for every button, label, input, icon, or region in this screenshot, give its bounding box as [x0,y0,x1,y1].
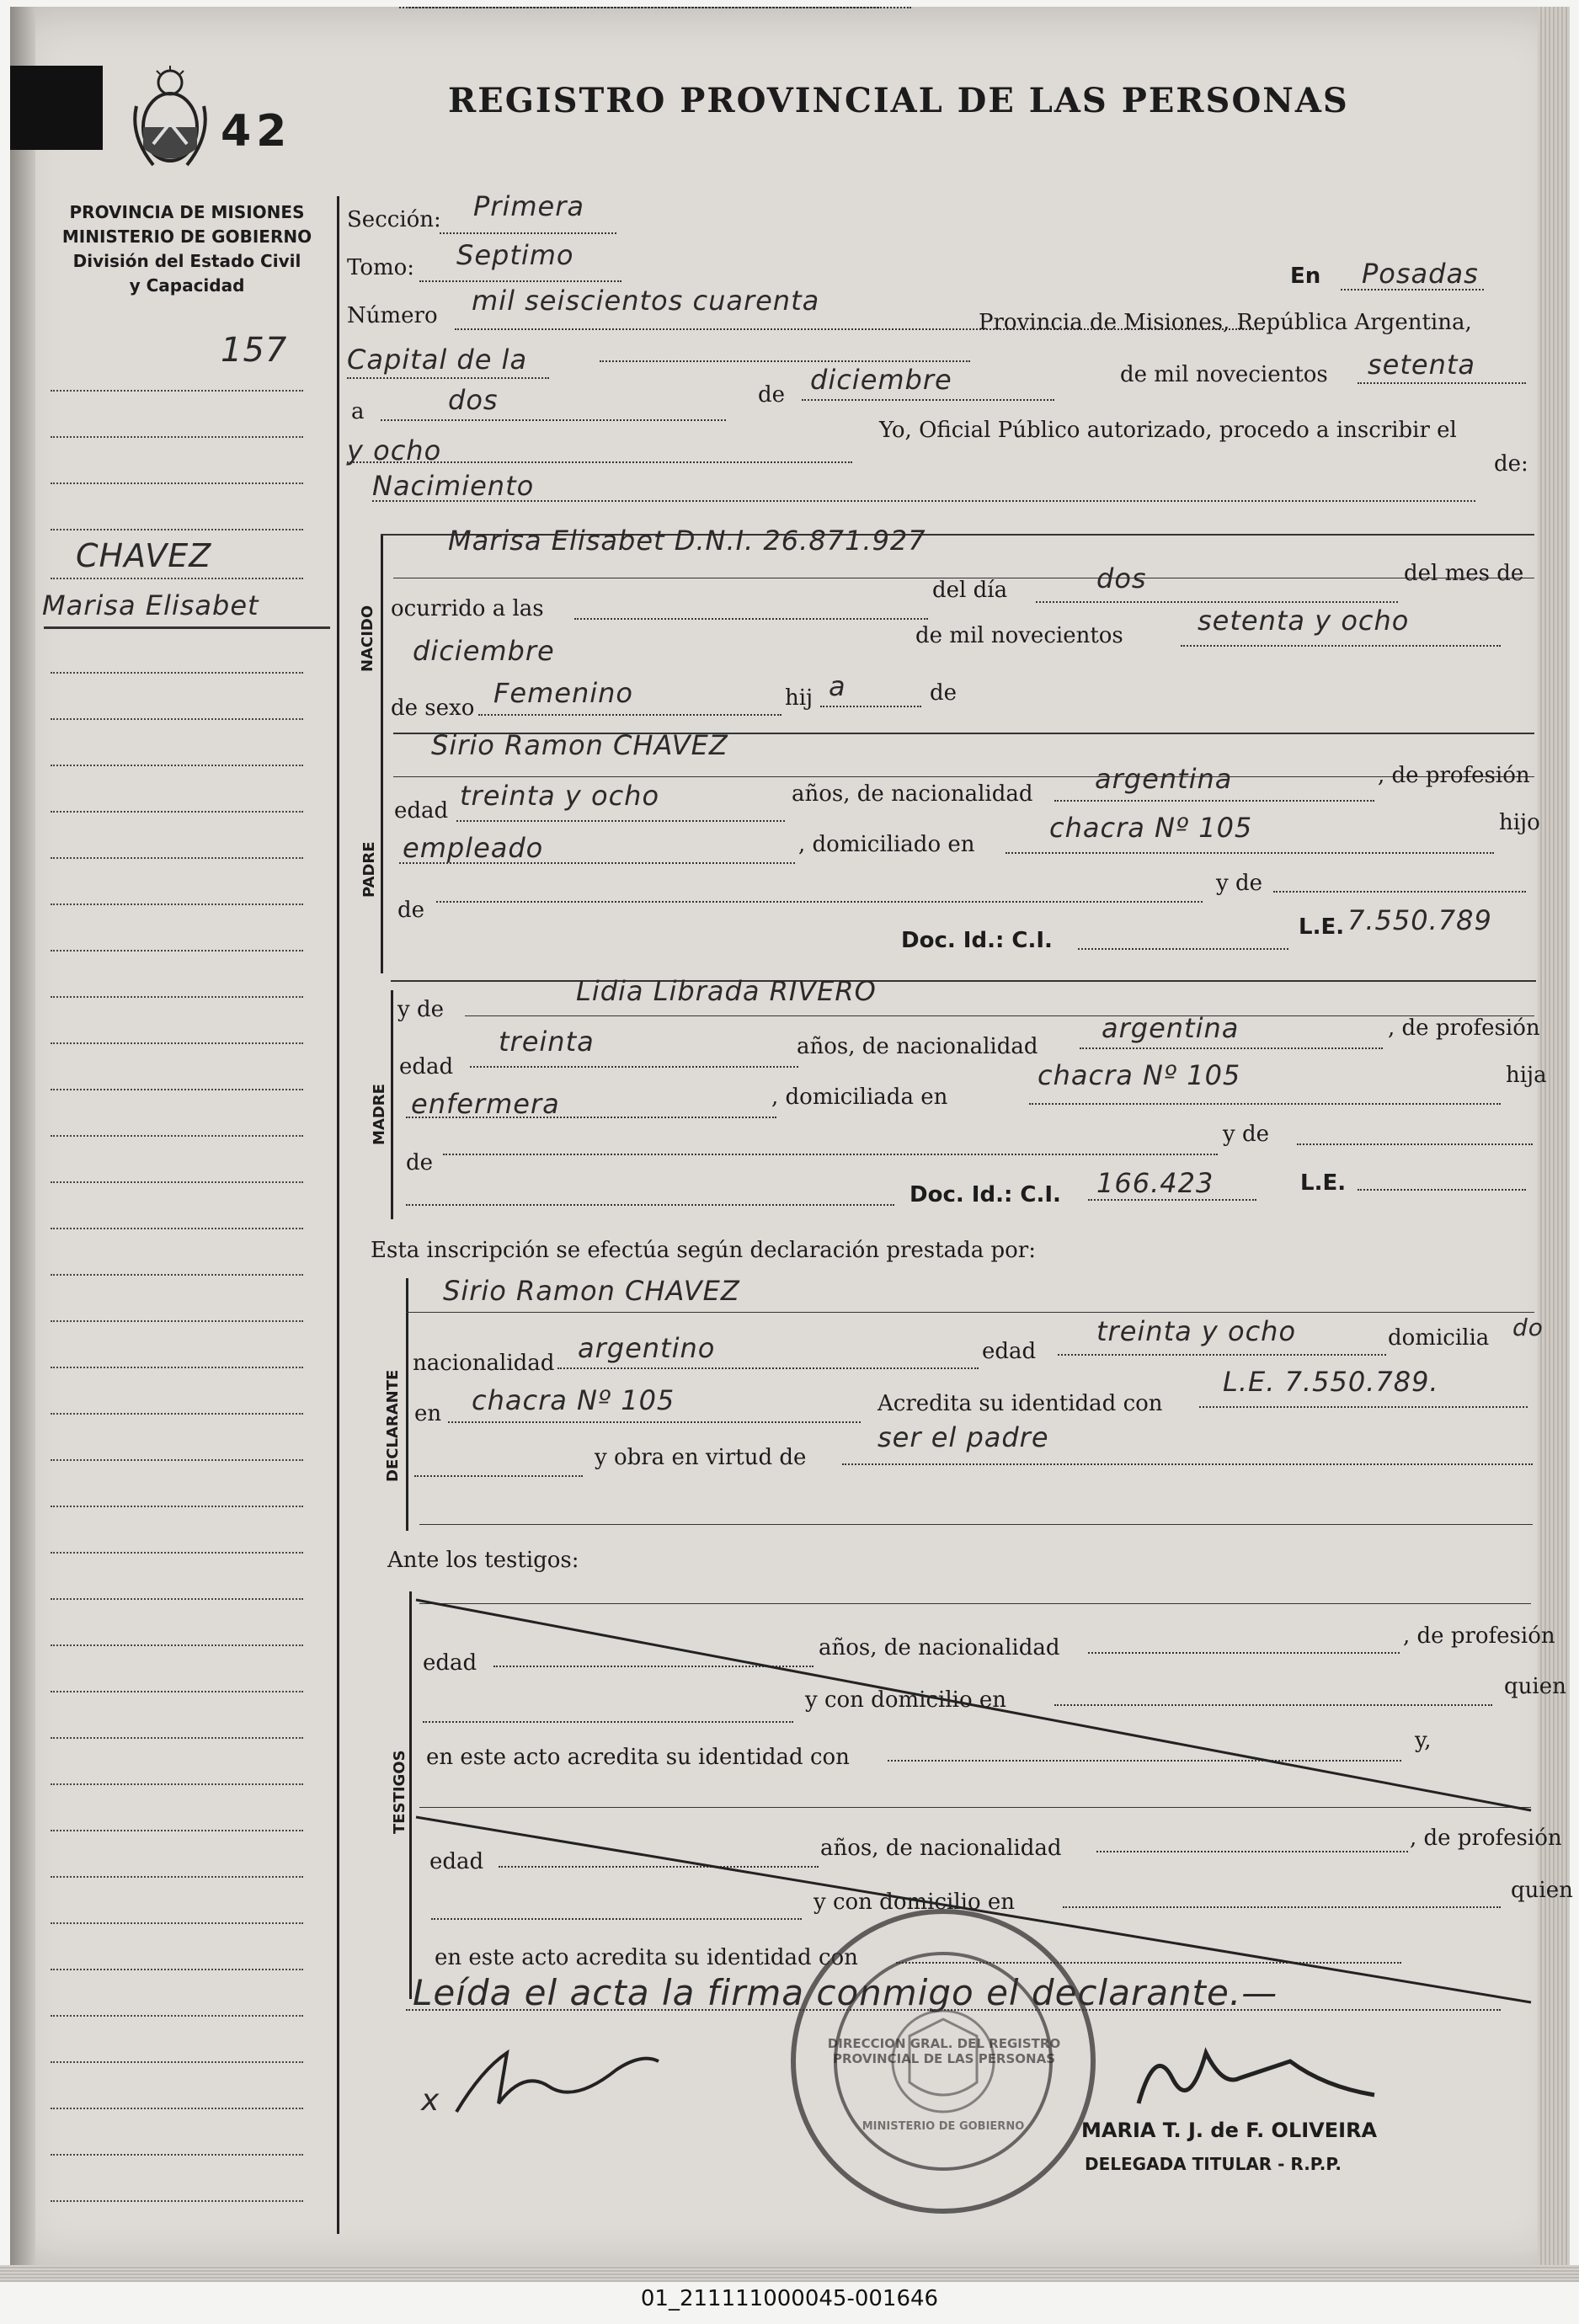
margin-name-rule [44,626,330,629]
testigo1-y-label: y, [1415,1728,1432,1753]
binding-tab [10,66,103,150]
madre-de-label: de [406,1150,434,1175]
agency-capacity: y Capacidad [129,275,245,296]
madre-doc-label: Doc. Id.: C.I. [910,1182,1061,1207]
declarante-en-value: chacra Nº 105 [472,1384,675,1416]
del-mes-label: del mes de [1404,561,1524,586]
hij-label: hij [785,685,814,711]
nacido-dia: dos [1096,562,1147,594]
official-name: MARIA T. J. de F. OLIVEIRA [1081,2119,1378,2142]
page-title: REGISTRO PROVINCIAL DE LAS PERSONAS [448,81,1349,120]
nacido-de-label: de [930,680,958,706]
register-page [10,7,1573,2272]
book-binding [10,7,35,2272]
tomo-label: Tomo: [347,255,415,280]
seccion-value: Primera [473,190,584,222]
nacido-nombre: Marisa Elisabet D.N.I. 26.871.927 [448,525,926,557]
nacido-anio-label: de mil novecientos [915,623,1123,648]
madre-bracket [391,990,393,1219]
padre-dom-label: , domiciliado en [798,832,975,857]
testigo1-quien-label: quien [1504,1674,1566,1699]
testigo1-dom-label: y con domicilio en [805,1687,1007,1713]
declarante-nac: argentino [578,1332,716,1364]
madre-le-label: L.E. [1300,1170,1347,1196]
testigo1-acredita-label: en este acto acredita su identidad con [426,1745,850,1770]
padre-dom: chacra Nº 105 [1049,812,1253,844]
madre-hija-label: hija [1506,1063,1547,1088]
seal-text: DIRECCION GRAL. DEL REGISTRO PROVINCIAL DE LAS PERSONAS [827,2036,1061,2066]
padre-hijo-label: hijo [1499,810,1540,835]
closing-text: Leída el acta la firma conmigo el declarante.— [413,1972,1278,2013]
declarante-bottom-rule [419,1524,1533,1525]
padre-le-label: L.E. [1299,914,1345,940]
madre-y-de-label: y de [397,997,444,1022]
madre-nac: argentina [1102,1012,1240,1044]
tomo-value: Septimo [456,239,574,271]
numero-label: Número [347,303,438,328]
madre-dom-label: , domiciliada en [771,1085,948,1110]
folio-number: 42 [221,106,292,157]
madre-nombre: Lidia Librada RIVERO [576,975,877,1007]
declarante-intro: Esta inscripción se efectúa según declaración prestada por: [371,1238,1036,1263]
anio-value: setenta [1368,349,1476,381]
nacido-mes: diciembre [413,635,555,667]
margin-record-number: 157 [221,331,288,370]
padre-label: PADRE [360,841,378,898]
ocurrido-label: ocurrido a las [391,596,544,621]
testigos-intro: Ante los testigos: [387,1548,579,1573]
padre-de-label: de [397,898,425,923]
margin-given-names: Marisa Elisabet [42,589,259,621]
madre-name-rule [465,1015,1534,1016]
testigo2-nac-label: años, de nacionalidad [820,1836,1062,1861]
declarante-bracket [406,1278,408,1531]
madre-label: MADRE [371,1084,388,1145]
agency-province: PROVINCIA DE MISIONES [69,202,305,222]
sexo-value: Femenino [493,677,633,709]
declarante-acredita-value: L.E. 7.550.789. [1223,1366,1439,1398]
declarant-signature-icon [448,2036,667,2129]
a-label: a [351,399,365,424]
testigo1-prof-label: , de profesión [1403,1623,1555,1649]
padre-doc-label: Doc. Id.: C.I. [901,928,1053,953]
madre-prof: enfermera [411,1088,560,1120]
sexo-label: de sexo [391,696,475,721]
seccion-label: Sección: [347,207,441,232]
declarante-edad-label: edad [982,1339,1037,1364]
acto-value: Nacimiento [372,470,535,502]
page-bottom-edge [0,2265,1579,2282]
declarante-edad: treinta y ocho [1096,1315,1297,1347]
declarante-acredita-label: Acredita su identidad con [878,1391,1163,1416]
madre-y-de2-label: y de [1223,1122,1269,1147]
padre-prof-label: , de profesión [1378,763,1530,788]
numero-value: mil seiscientos cuarenta [472,285,820,317]
madre-top-rule [391,980,1536,982]
official-signature-icon [1130,2028,1383,2120]
hij-value: a [829,670,846,702]
padre-nombre: Sirio Ramon CHAVEZ [431,729,728,761]
padre-edad: treinta y ocho [460,780,660,812]
seal-inner-text: MINISTERIO DE GOBIERNO [862,2120,1025,2133]
madre-dom: chacra Nº 105 [1038,1059,1241,1091]
agency-block [44,200,330,298]
declarante-nac-label: nacionalidad [413,1351,555,1376]
padre-y-de-label: y de [1216,871,1262,896]
declarante-dom-label: domicilia [1388,1325,1490,1351]
testigo1-nac-label: años, de nacionalidad [819,1635,1060,1660]
testigo2-dom-label: y con domicilio en [814,1890,1016,1915]
en-value: Posadas [1362,258,1479,290]
testigo2-quien-label: quien [1511,1878,1573,1903]
declarante-nombre: Sirio Ramon CHAVEZ [443,1275,740,1307]
official-seal-icon [783,1901,1103,2221]
de-label: de [758,382,786,408]
declarant-mark: x [421,2083,440,2118]
madre-edad: treinta [499,1026,595,1058]
declarante-name-rule [406,1312,1534,1313]
nacido-bracket [381,536,383,746]
agency-division: División del Estado Civil [72,251,301,271]
anio-cont: y ocho [347,434,442,466]
margin-divider [337,196,339,2234]
testigos-label: TESTIGOS [391,1750,408,1834]
madre-ci: 166.423 [1096,1167,1214,1199]
testigo2-edad-label: edad [429,1849,484,1874]
official-title: DELEGADA TITULAR - R.P.P. [1085,2154,1342,2174]
madre-edad-label: edad [399,1054,454,1079]
padre-edad-label: edad [394,798,449,824]
declarante-en-label: en [414,1401,442,1426]
margin-surname: CHAVEZ [76,537,212,574]
dia-value: dos [448,384,499,416]
padre-prof: empleado [403,832,544,864]
page-edges [1538,7,1570,2272]
de-colon: de: [1494,451,1528,477]
coat-of-arms-icon [128,64,212,177]
testigo1-edad-label: edad [423,1650,477,1676]
agency-ministry: MINISTERIO DE GOBIERNO [61,227,312,247]
padre-le: 7.550.789 [1347,904,1492,936]
testigo2-prof-label: , de profesión [1410,1826,1562,1851]
madre-nac-label: años, de nacionalidad [797,1034,1038,1059]
padre-nac: argentina [1095,763,1233,795]
nacido-anio: setenta y ocho [1198,605,1410,637]
nacido-label: NACIDO [359,605,376,672]
padre-bracket [381,739,383,973]
provincia-text: Provincia de Misiones, República Argentina, [979,310,1472,335]
declarante-virtud-label: y obra en virtud de [595,1445,807,1470]
anio-text: de mil novecientos [1120,362,1328,387]
testigo2-acredita-label: en este acto acredita su identidad con [435,1945,858,1970]
mes-value: diciembre [810,364,952,396]
declarante-virtud-value: ser el padre [878,1421,1049,1453]
padre-name-rule [393,776,1534,777]
oficial-text: Yo, Oficial Público autorizado, procedo a inscribir el [879,418,1457,443]
image-id-caption: 01_211111000045-001646 [640,2286,939,2311]
padre-nac-label: años, de nacionalidad [792,781,1033,807]
madre-prof-label: , de profesión [1388,1015,1540,1041]
declarante-label: DECLARANTE [384,1369,402,1482]
del-dia-label: del día [932,578,1008,603]
en-label: En [1290,264,1321,289]
declarante-dom-suffix: do [1512,1314,1544,1341]
capital-value: Capital de la [347,344,528,376]
